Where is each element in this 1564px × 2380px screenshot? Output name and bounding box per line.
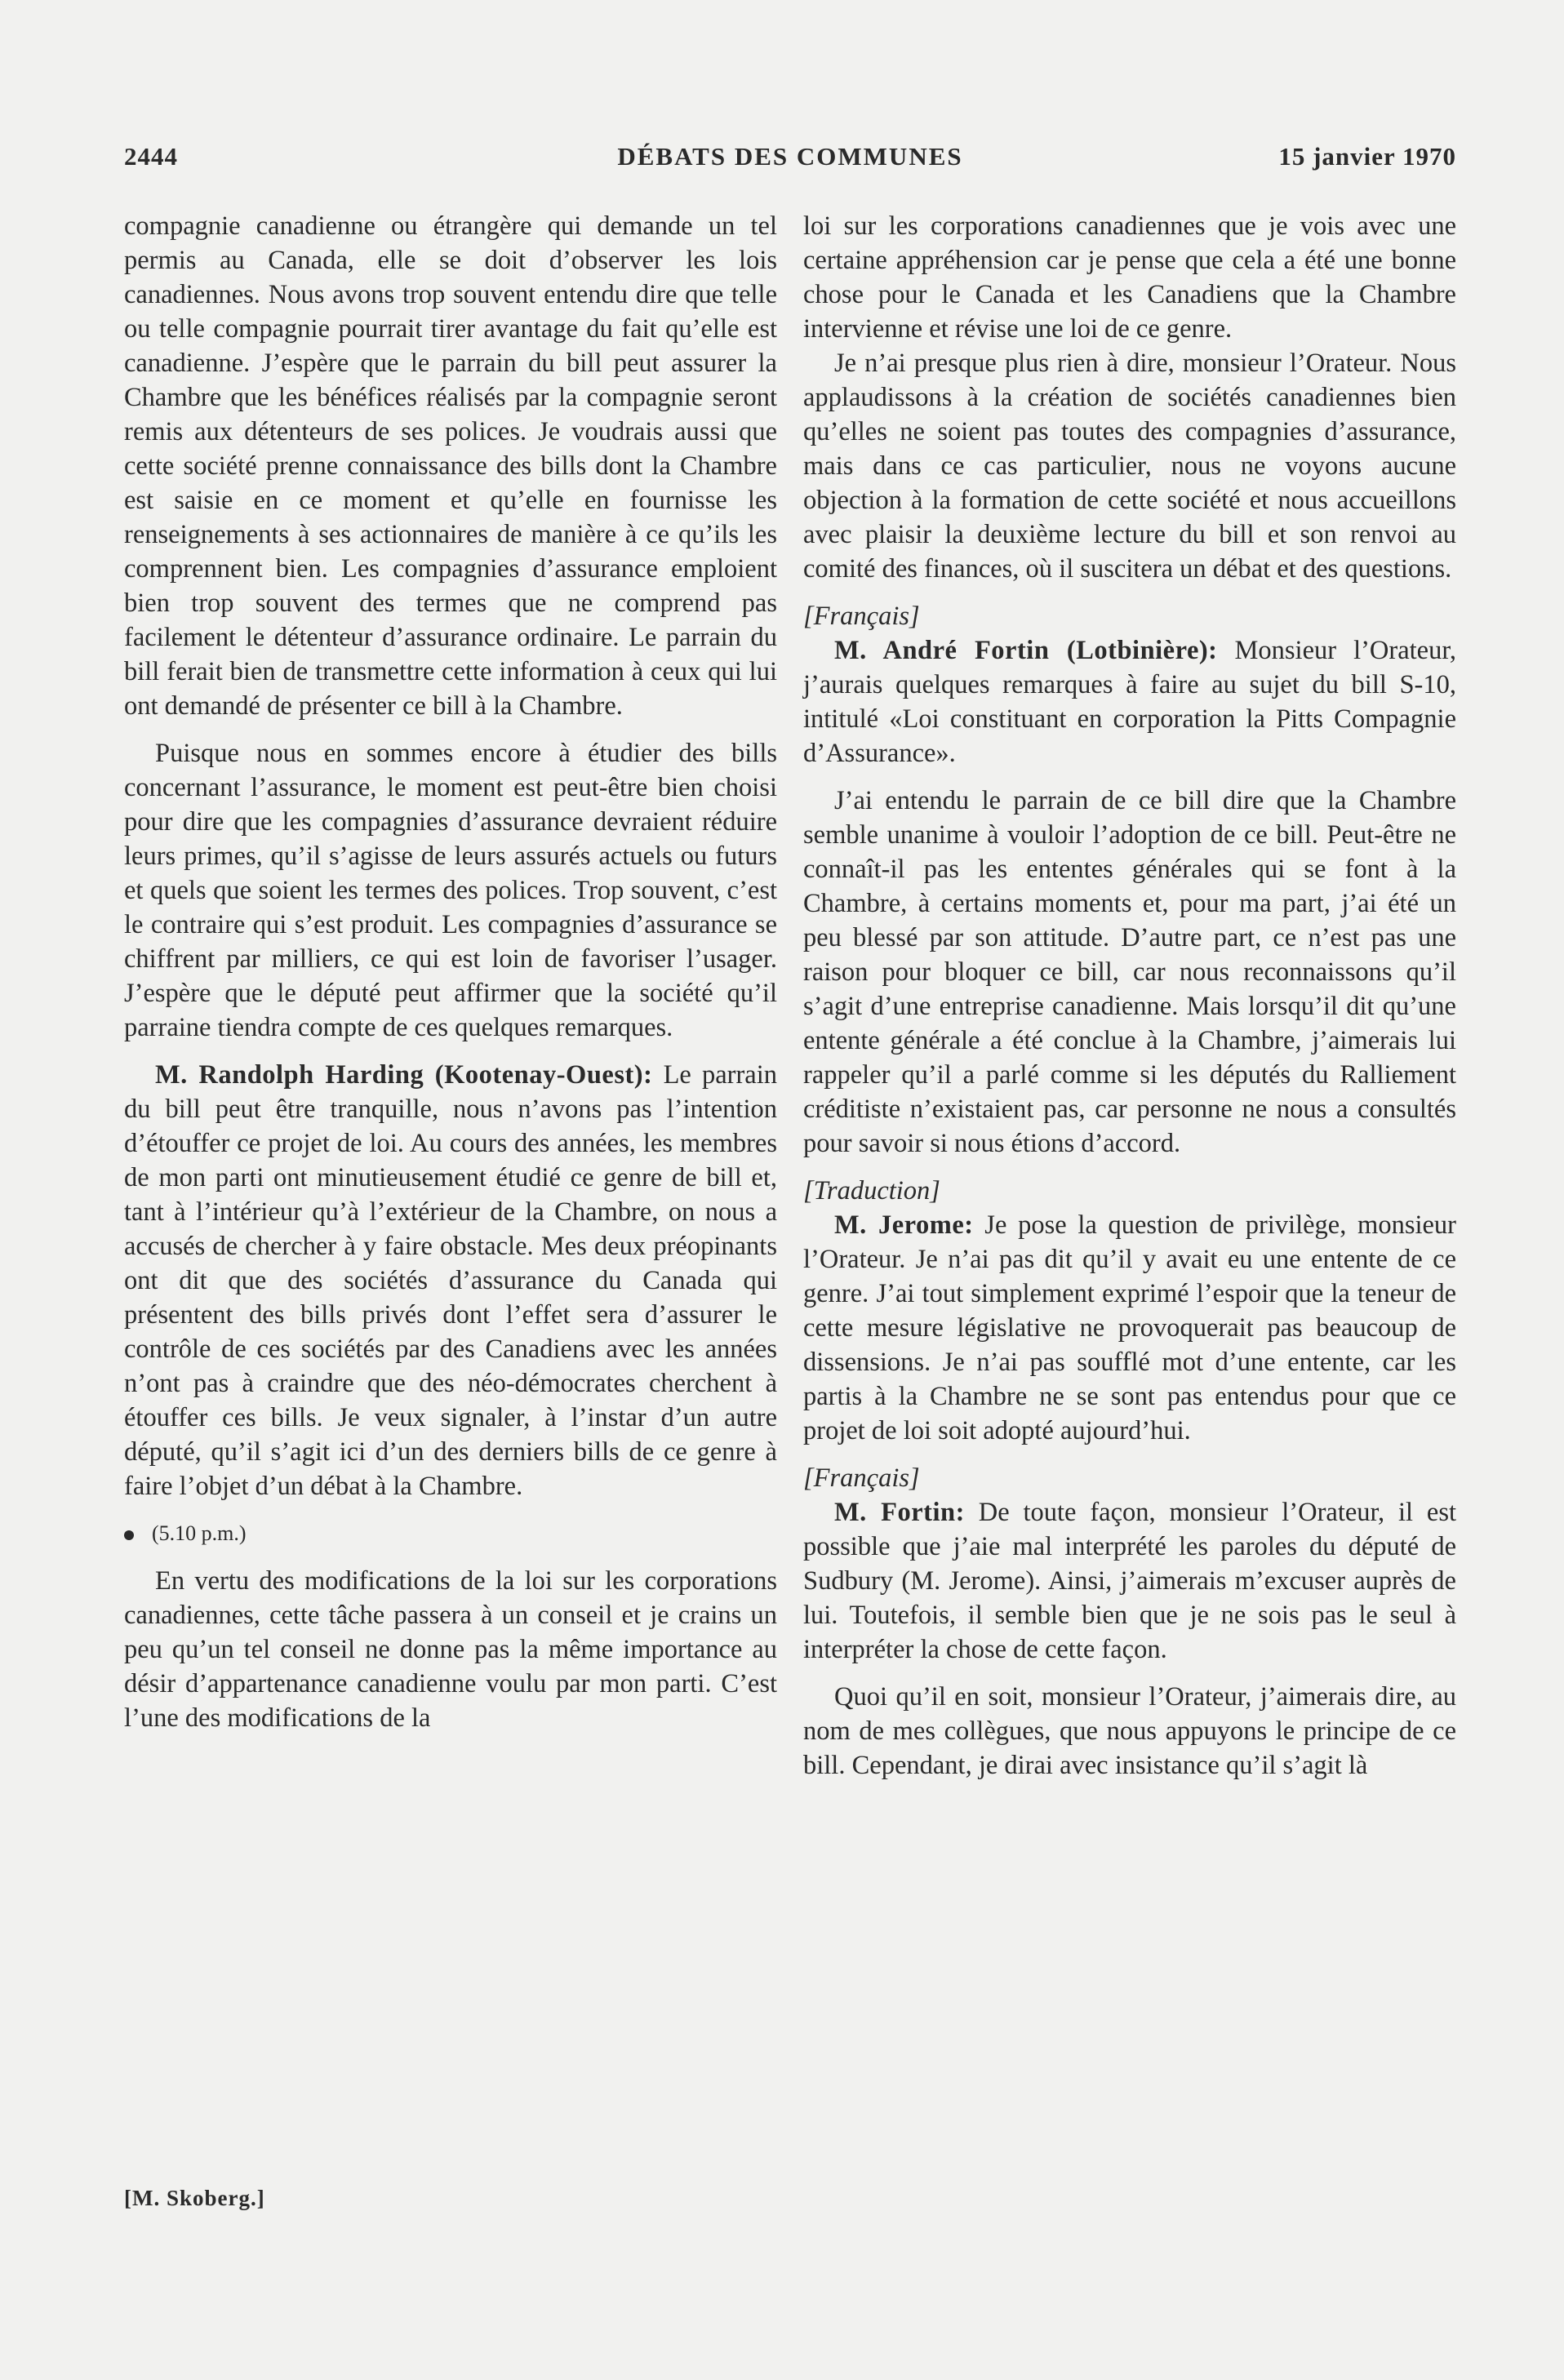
speaker-name: M. Jerome: (834, 1210, 974, 1240)
speech-paragraph (803, 1208, 1456, 1448)
paragraph: compagnie canadienne ou étrangère qui demande un tel permis au Canada, elle se doit d’observer les lois canadiennes. Nous avons trop souvent entendu dire que telle ou telle compagnie pourrait tirer avantage du fait qu’elle est canadienne. J’espère que le parrain du bill peut assurer la Chambre que les bénéfices réalisés par la compagnie seront remis aux détenteurs de ses polices. Je voudrais aussi que cette société prenne connaissance des bills dont la Chambre est saisie en ce moment et qu’elle en fournisse les renseignements à ses actionnaires de manière à ce qu’ils les comprennent bien. Les compagnies d’assurance emploient bien trop souvent des termes que ne comprend pas facilement le détenteur d’assurance ordinaire. Le parrain du bill ferait bien de transmettre cette information à ceux qui lui ont demandé de présenter ce bill à la Chambre. (124, 211, 777, 721)
page-title: DÉBATS DES COMMUNES (617, 142, 963, 171)
speaker-name: M. André Fortin (Lotbinière): (834, 636, 1218, 665)
speech-text: Le parrain du bill peut être tranquille, nous n’avons pas l’intention d’étouffer ce projet de loi. Au cours des années, les membres de mon parti ont minutieusement étudié ce genre de bill et, tant à l’intérieur qu’à l’extérieur de la Chambre, on nous a accusés de chercher à y faire obstacle. Mes deux préopinants ont dit que des sociétés d’assurance du Canada qui présentent des bills privés dont l’effet sera d’assurer le contrôle de ces sociétés par des Canadiens avec les années n’ont pas à craindre que des néo-démocrates cherchent à étouffer ces bills. Je veux signaler, à l’instar d’un autre député, qu’il s’agit ici d’un des derniers bills de ce genre à faire l’objet d’un débat à la Chambre. (124, 1060, 777, 1501)
page-header (124, 142, 1456, 178)
speech-paragraph (803, 1495, 1456, 1667)
paragraph: loi sur les corporations canadiennes que je vois avec une certaine appréhension car je pense que cela a été une bonne chose pour le Canada et les Canadiens que la Chambre intervienne et révise une loi de ce genre. (803, 211, 1456, 344)
paragraph: Puisque nous en sommes encore à étudier des bills concernant l’assurance, le moment est peut-être bien choisi pour dire que les compagnies d’assurance devraient réduire leurs primes, qu’il s’agisse de leurs assurés actuels ou futurs et quels que soient les termes des polices. Trop souvent, c’est le contraire qui s’est produit. Les compagnies d’assurance se chiffrent par milliers, ce qui est loin de favoriser l’usager. J’espère que le député peut affirmer que la société qu’il parraine tiendra compte de ces quelques remarques. (124, 739, 777, 1042)
left-column (124, 209, 777, 1735)
paragraph: Quoi qu’il en soit, monsieur l’Orateur, j’aimerais dire, au nom de mes collègues, que nous appuyons le principe de ce bill. Cependant, je dirai avec insistance qu’il s’agit là (803, 1682, 1456, 1780)
bullet-icon (124, 1530, 134, 1540)
page-date: 15 janvier 1970 (1278, 142, 1456, 171)
paragraph: En vertu des modifications de la loi sur les corporations canadiennes, cette tâche passera à un conseil et je crains un peu qu’un tel conseil ne donne pas la même importance au désir d’appartenance canadienne voulu par mon parti. C’est l’une des modifications de la (124, 1566, 777, 1733)
speech-text: De toute façon, monsieur l’Orateur, il est possible que j’aie mal interprété les paroles du député de Sudbury (M. Jerome). Ainsi, j’aimerais m’excuser auprès de lui. Toutefois, il semble bien que je ne sois pas le seul à interpréter la chose de cette façon. (803, 1498, 1457, 1664)
speaker-name: M. Fortin: (834, 1498, 965, 1527)
paragraph: J’ai entendu le parrain de ce bill dire que la Chambre semble unanime à vouloir l’adoption de ce bill. Peut-être ne connaît-il pas les ententes générales qui se font à la Chambre, à certains moments et, pour ma part, j’ai été un peu blessé par son attitude. D’autre part, ce n’est pas une raison pour bloquer ce bill, car nous reconnaissons qu’il s’agit d’une entreprise canadienne. Mais lorsqu’il dit qu’une entente générale a été conclue à la Chambre, j’aimerais lui rappeler qu’il a parlé comme si les députés du Ralliement créditiste n’existaient pas, car personne ne nous a consultés pour savoir si nous étions d’accord. (803, 786, 1456, 1158)
page-number: 2444 (124, 142, 178, 171)
language-tag: [Français] (803, 1463, 920, 1493)
right-column (803, 209, 1456, 1783)
paragraph: Je n’ai presque plus rien à dire, monsieur l’Orateur. Nous applaudissons à la création de sociétés canadiennes bien qu’elles ne soient pas toutes des compagnies d’assurance, mais dans ce cas particulier, nous ne voyons aucune objection à la formation de cette société et nous accueillons avec plaisir la deuxième lecture du bill et son renvoi au comité des finances, où il suscitera un débat et des questions. (803, 349, 1456, 584)
footer-speaker-reference: [M. Skoberg.] (124, 2186, 265, 2210)
language-tag: [Français] (803, 602, 920, 631)
speech-paragraph (124, 1058, 777, 1503)
time-stamp: (5.10 p.m.) (152, 1521, 247, 1545)
time-marker (124, 1516, 777, 1551)
speech-paragraph (803, 633, 1456, 770)
speech-text: Monsieur l’Orateur, j’aurais quelques remarques à faire au sujet du bill S-10, intitulé «Loi constituant en corporation la Pitts Compagnie d’Assurance». (803, 636, 1456, 768)
speaker-name: M. Randolph Harding (Kootenay-Ouest): (155, 1060, 653, 1090)
language-tag: [Traduction] (803, 1176, 940, 1206)
speech-text: Je pose la question de privilège, monsieur l’Orateur. Je n’ai pas dit qu’il y avait eu une entente de ce genre. J’ai tout simplement exprimé l’espoir que la teneur de cette mesure législative ne provoquerait pas beaucoup de dissensions. Je n’ai pas soufflé mot d’une entente, car les partis à la Chambre ne se sont pas entendus pour que ce projet de loi soit adopté aujourd’hui. (803, 1210, 1456, 1445)
